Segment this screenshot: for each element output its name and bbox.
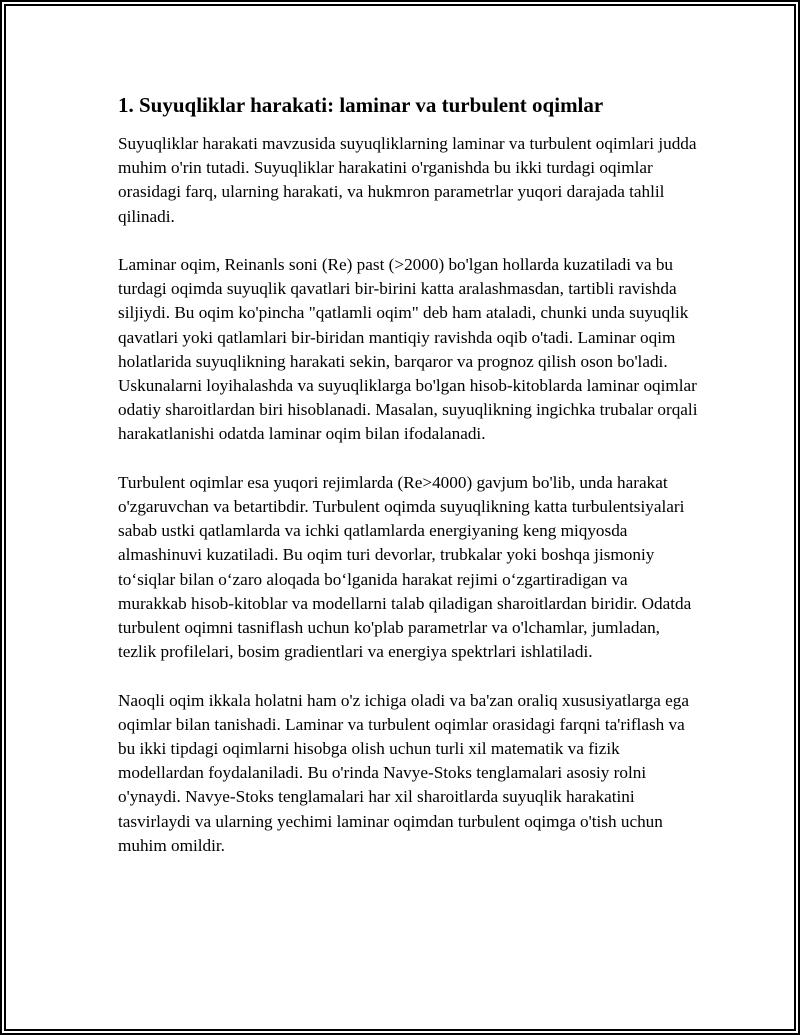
paragraph-transitional: Naoqli oqim ikkala holatni ham o'z ichiga oladi va ba'zan oraliq xususiyatlarga ega oqimlar bilan tanishadi. Laminar va turbulent oqimlar orasidagi farqni ta'riflash va bu ikki tipdagi oqimlarni hisobga olish uchun turli xil matematik va fizik modellardan foydalaniladi. Bu o'rinda Navye-Stoks tenglamalari asosiy rolni o'ynaydi. Navye-Stoks tenglamalari har xil sharoitlarda suyuqlik harakatini tasvirlaydi va ularning yechimi laminar oqimdan turbulent oqimga o'tish uchun muhim omildir. (118, 690, 689, 855)
paragraph-laminar: Laminar oqim, Reinanls soni (Re) past (>2000) bo'lgan hollarda kuzatiladi va bu turdagi oqimda suyuqlik qavatlari bir-birini katta aralashmasdan, tartibli ravishda siljiydi. Bu oqim ko'pincha "qatlamli oqim" deb ham ataladi, chunki unda suyuqlik qavatlari yoki qatlamlari bir-biridan mantiqiy ravishda oqib o'tadi. Laminar oqim holatlarida suyuqlikning harakati sekin, barqaror va prognoz qilish oson bo'ladi. Uskunalarni loyihalashda va suyuqliklarga bo'lgan hisob-kitoblarda laminar oqimlar odatiy sharoitlardan biri hisoblanadi. Masalan, suyuqlikning ingichka trubalar orqali harakatlanishi odatda laminar oqim bilan ifodalanadi. (118, 255, 698, 444)
document-body (118, 91, 698, 882)
section-heading: 1. Suyuqliklar harakati: laminar va turbulent oqimlar (118, 93, 604, 117)
paragraph-intro: Suyuqliklar harakati mavzusida suyuqliklarning laminar va turbulent oqimlari judda muhim o'rin tutadi. Suyuqliklar harakatini o'rganishda bu ikki turdagi oqimlar orasidagi farq, ularning harakati, va hukmron parametrlar yuqori darajada tahlil qilinadi. (118, 134, 697, 226)
paragraph-turbulent: Turbulent oqimlar esa yuqori rejimlarda (Re>4000) gavjum bo'lib, unda harakat o'zgaruvchan va betartibdir. Turbulent oqimda suyuqlikning katta turbulentsiyalari sabab ustki qatlamlarda va ichki qatlamlarda energiyaning keng miqyosda almashinuvi kuzatiladi. Bu oqim turi devorlar, trubkalar yoki boshqa jismoniy to‘siqlar bilan o‘zaro aloqada bo‘lganida harakat rejimi o‘zgartiradigan va murakkab hisob-kitoblar va modellarni talab qiladigan sharoitlardan biridir. Odatda turbulent oqimni tasniflash uchun ko'plab parametrlar va o'lchamlar, jumladan, tezlik profilelari, bosim gradientlari va energiya spektrlari ishlatiladi. (118, 472, 692, 662)
